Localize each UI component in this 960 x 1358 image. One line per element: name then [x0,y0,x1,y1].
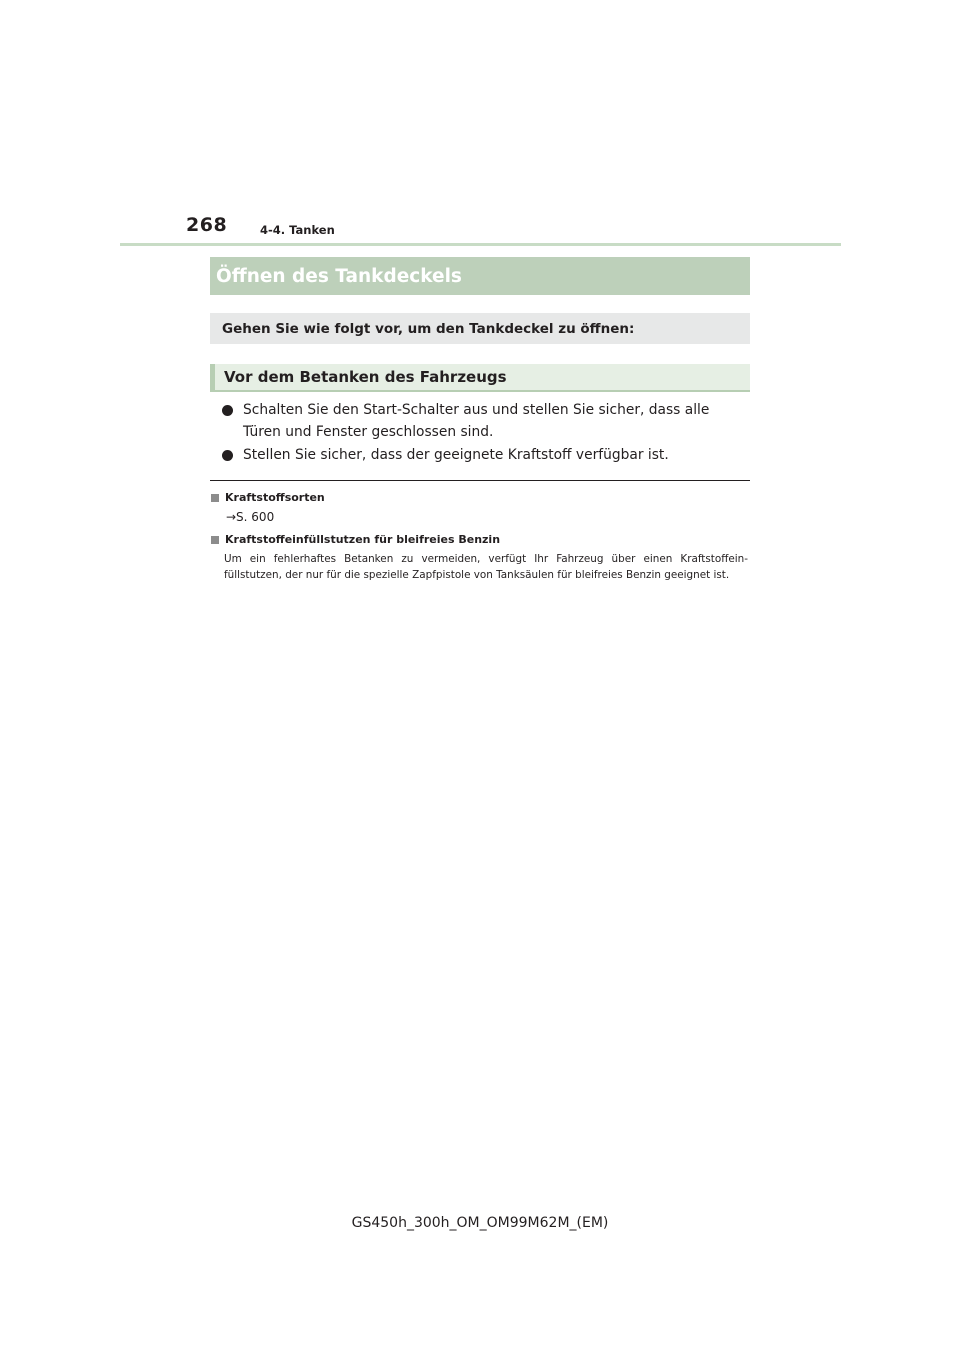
note-heading-fuel-types [211,491,325,504]
note-heading-text: Kraftstoffsorten [225,491,325,504]
bullet-dot-icon [222,405,233,416]
title-bar [210,257,750,295]
square-bullet-icon [211,494,219,502]
bullet-dot-icon [222,450,233,461]
header-rule [120,243,841,246]
subheading-bar [210,364,750,392]
section-divider [210,480,750,481]
intro-text: Gehen Sie wie folgt vor, um den Tankdeckel zu öffnen: [222,320,635,337]
intro-box [210,313,750,344]
square-bullet-icon [211,536,219,544]
note-heading-text: Kraftstoffeinfüllstutzen für bleifreies Benzin [225,533,501,546]
list-item [222,444,750,466]
list-item [222,399,750,443]
bullet-text: Schalten Sie den Start-Schalter aus und stellen Sie sicher, dass alle Türen und Fenster geschlossen sind. [243,402,710,440]
note-body: Um ein fehlerhaftes Betanken zu vermeiden, verfügt Ihr Fahrzeug über einen Kraftstoffein-füllstutzen, der nur für die spezielle Zapfpistole von Tanksäulen für bleifreies Benzin geeignet ist. [224,553,748,581]
page-number: 268 [186,214,228,236]
footer-doc-id: GS450h_300h_OM_OM99M62M_(EM) [351,1215,609,1231]
bullet-list [222,399,750,467]
page-title: Öffnen des Tankdeckels [216,265,462,287]
section-label: 4-4. Tanken [260,223,335,237]
note-heading-filler-neck [211,533,500,546]
page-reference: →S. 600 [226,510,275,524]
subheading-text: Vor dem Betanken des Fahrzeugs [224,368,507,386]
bullet-text: Stellen Sie sicher, dass der geeignete Kraftstoff verfügbar ist. [243,447,669,463]
